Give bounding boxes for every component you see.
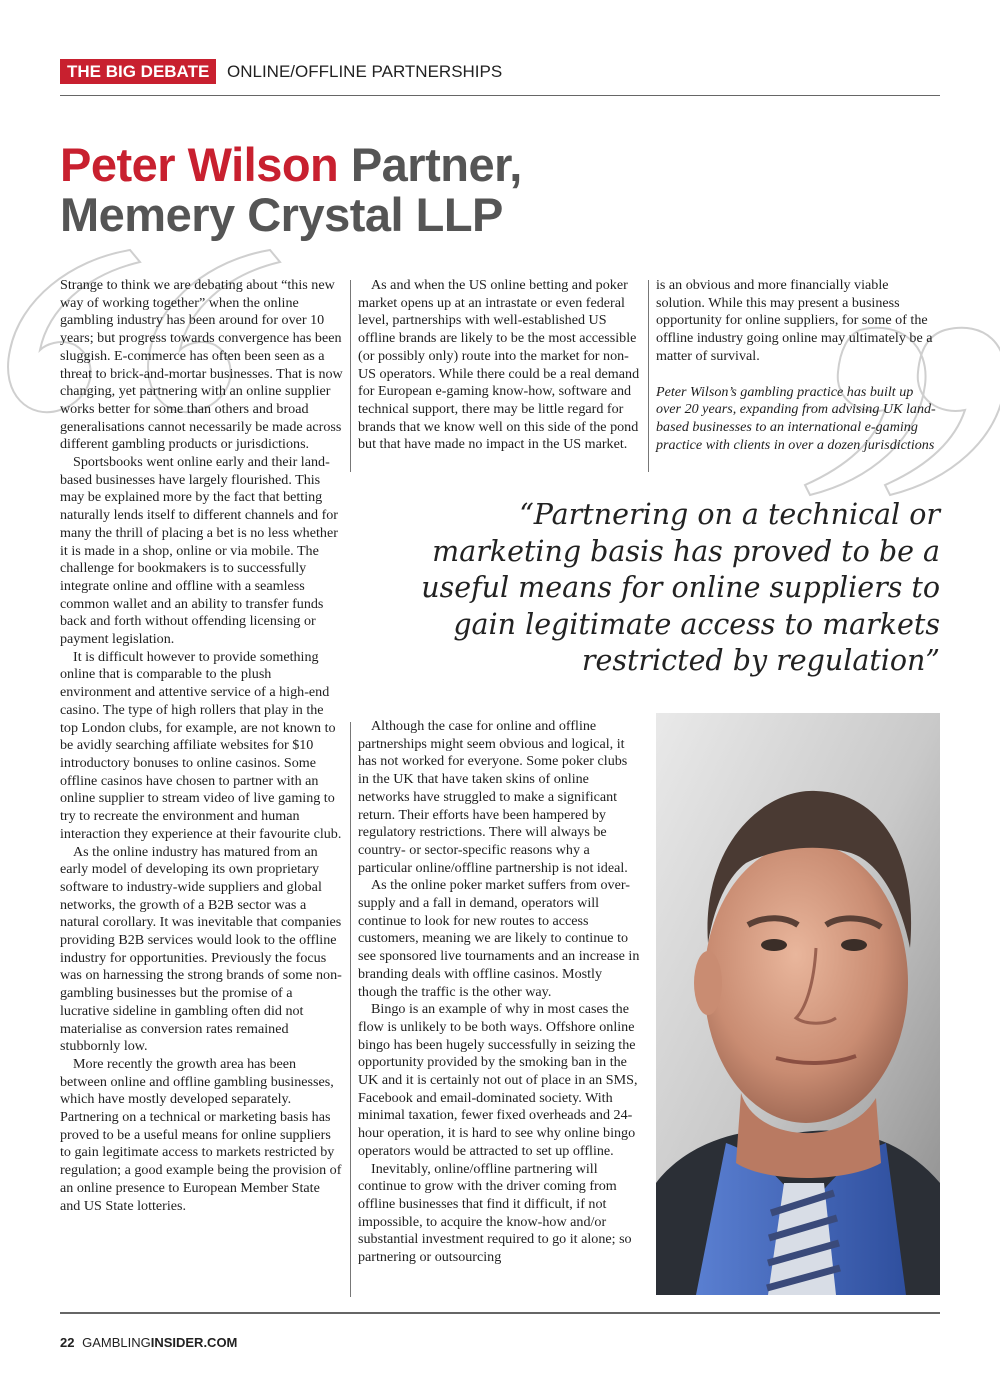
author-bio: Peter Wilson’s gambling practice has built up over 20 years, expanding from advising UK land-based businesses to an international e-gaming practice with clients in over a dozen jurisdictions	[656, 383, 936, 453]
article-title	[60, 140, 522, 240]
paragraph: As the online industry has matured from an early model of developing its own proprietary software to industry-wide suppliers and global networks, the growth of a B2B sector was a natural corollary. It was inevitable that companies providing B2B services would look to the offline industry for opportunities. Previously the focus was on harnessing the strong brands of some non-gambling businesses but the promise of a lucrative sideline in gambling often did not materialise as conversion rates remained stubbornly low.	[60, 843, 342, 1055]
author-portrait-photo	[656, 713, 940, 1295]
paragraph: As the online poker market suffers from over-supply and a fall in demand, operators will continue to look for new routes to access customers, meaning we are likely to continue to see sponsored live tournaments and an increase in branding deals with offline casinos. Mostly though the traffic is the other way.	[358, 877, 640, 1000]
paragraph: As and when the US online betting and poker market opens up at an intrastate or even federal level, partnerships with well-established US offline brands are likely to be the most accessible (or possibly only) route into the market for non-US operators. While there could be a real demand for European e-gaming know-how, software and technical support, there may be little regard for brands that we know well on this side of the pond but that have made no impact in the US market.	[358, 277, 640, 453]
site-name-prefix: GAMBLING	[82, 1335, 151, 1350]
paragraph: More recently the growth area has been between online and offline gambling businesses, which have mostly developed separately. Partnering on a technical or marketing basis has proved to be a useful means for online suppliers to gain legitimate access to markets restricted by regulation; a good example being the provision of an online presence to European Member State and US State lotteries.	[60, 1055, 342, 1214]
paragraph: Sportsbooks went online early and their land-based businesses have largely flourished. This may be explained more by the fact that betting naturally lends itself to different channels and for many the thrill of placing a bet is no less whether it is made in a shop, online or via mobile. The challenge for bookmakers is to successfully integrate online and offline with a seamless common wallet and an ability to transfer funds back and forth without offending licensing or payment legislation.	[60, 454, 339, 648]
column-3-top	[656, 277, 940, 454]
column-2-bottom	[358, 718, 641, 1267]
page-footer	[60, 1334, 237, 1352]
paragraph: Inevitably, online/offline partnering will continue to grow with the driver coming from offline businesses that find it difficult, if not impossible, to acquire the know-how and/or substantial investment required to go it alone; so partnering or outsourcing	[358, 1160, 632, 1266]
section-tag: THE BIG DEBATE	[60, 59, 216, 84]
portrait-illustration	[656, 713, 940, 1295]
paragraph: Although the case for online and offline partnerships might seem obvious and logical, it has not worked for everyone. Some poker clubs in the UK that have taken skins of online networks have struggled to make a significant return. Their efforts have been hampered by regulatory restrictions. There will always be country- or sector-specific reasons why a particular online/offline partnership is not ideal.	[358, 718, 628, 876]
column-divider	[350, 280, 351, 472]
paragraph: is an obvious and more financially viable solution. While this may present a business opportunity for online suppliers, for some of the offline industry going online may ultimately be a matter of survival.	[656, 277, 933, 364]
column-divider	[350, 722, 351, 1297]
column-divider	[648, 280, 649, 472]
section-topic: ONLINE/OFFLINE PARTNERSHIPS	[227, 62, 503, 81]
author-role: Partner,	[350, 138, 522, 191]
column-1	[60, 277, 343, 1215]
section-header	[60, 57, 940, 96]
paragraph: Strange to think we are debating about “this new way of working together” when the online gambling industry has been around for over 10 years; but progress towards convergence has been sluggish. E-commerce has often been seen as a threat to brick-and-mortar businesses. That is now changing, yet partnering with an online supplier works better for some than others and broad generalisations cannot necessarily be made across different gambling products or jurisdictions.	[60, 277, 343, 453]
author-name: Peter Wilson	[60, 138, 339, 191]
author-company: Memery Crystal LLP	[60, 188, 503, 241]
column-2-top	[358, 277, 641, 454]
footer-rule	[60, 1312, 940, 1314]
site-name-bold: INSIDER.COM	[150, 1335, 238, 1350]
paragraph: Bingo is an example of why in most cases the flow is unlikely to be both ways. Offshore online bingo has been hugely successfully in seizing the opportunity provided by the smoking ban in the UK and it is certainly not out of place in an SMS, Facebook and email-dominated society. With minimal taxation, fewer fixed overheads and 24-hour operation, it is hard to see why online bingo operators would be attracted to set up offline.	[358, 1001, 638, 1159]
page-number: 22	[60, 1335, 75, 1350]
pull-quote: “Partnering on a technical or marketing basis has proved to be a useful means for online suppliers to gain legitimate access to markets restricted by regulation”	[421, 498, 940, 677]
paragraph: It is difficult however to provide something online that is comparable to the plush environment and attentive service of a high-end casino. The type of high rollers that play in the top London clubs, for example, are not known to be avidly searching affiliate websites for $10 introductory bonuses to online casinos. Some offline casinos have chosen to partner with an online supplier to stream video of live gaming to try to recreate the environment and human interaction they experience at their favourite club.	[60, 648, 342, 842]
